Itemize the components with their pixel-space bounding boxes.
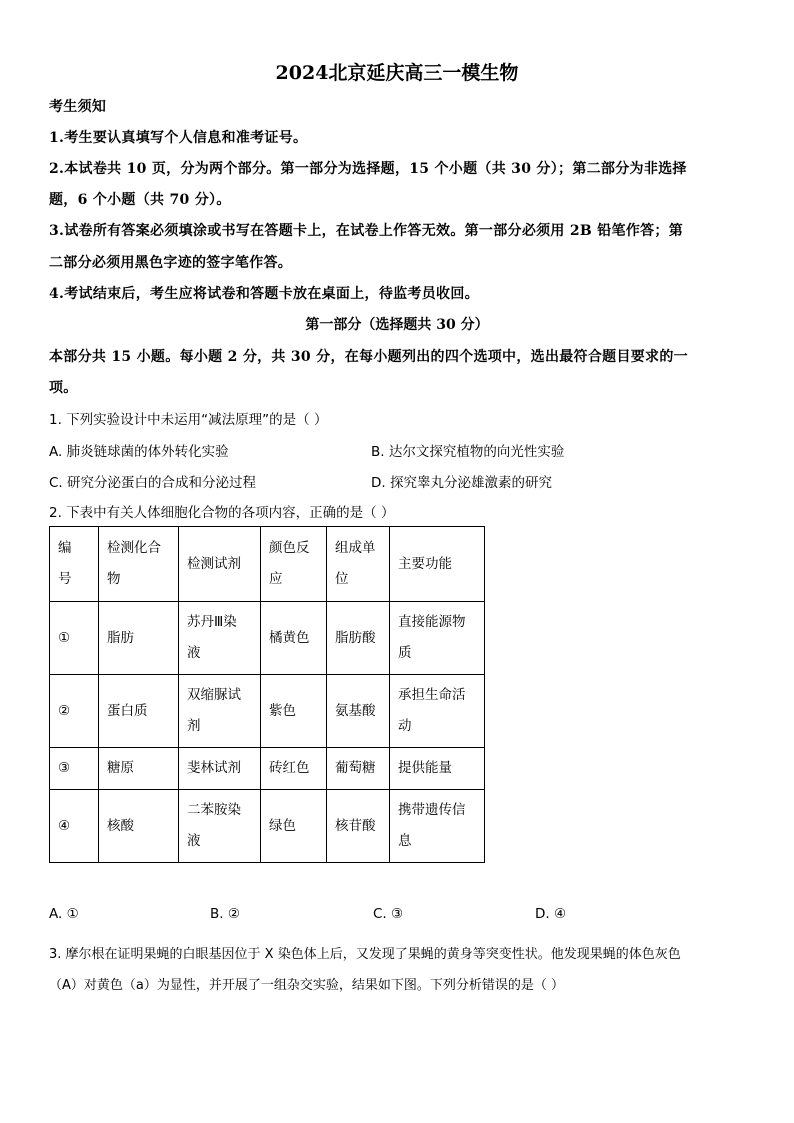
notice-item: 3.试卷所有答案必须填涂或书写在答题卡上，在试卷上作答无效。第一部分必须用 2B 铅笔作答；第 — [49, 223, 684, 239]
table-cell: 二苯胺染 液 — [179, 790, 261, 863]
q1-option-b: B. 达尔文探究植物的向光性实验 — [371, 444, 565, 460]
notice-item: 4.考试结束后，考生应将试卷和答题卡放在桌面上，待监考员收回。 — [49, 286, 479, 302]
section-instructions: 本部分共 15 小题。每小题 2 分，共 30 分，在每小题列出的四个选项中，选出最符合题目要求的一 — [49, 349, 688, 365]
question-3-stem-cont: （A）对黄色（a）为显性，并开展了一组杂交实验，结果如下图。下列分析错误的是（ ） — [49, 978, 564, 993]
table-row — [50, 748, 485, 790]
question-2-stem: 2. 下表中有关人体细胞化合物的各项内容，正确的是（ ） — [49, 505, 395, 521]
table-header-cell: 检测试剂 — [179, 527, 261, 602]
notice-item: 题，6 个小题（共 70 分）。 — [49, 192, 231, 208]
table-cell: 氨基酸 — [327, 675, 390, 748]
table-header-cell: 颜色反 应 — [261, 527, 327, 602]
table-row — [50, 675, 485, 748]
notice-item: 2.本试卷共 10 页，分为两个部分。第一部分为选择题，15 个小题（共 30 分）；第二部分为非选择 — [49, 161, 687, 177]
table-header-cell: 编 号 — [50, 527, 99, 602]
table-cell: ④ — [50, 790, 99, 863]
page-title: 2024北京延庆高三一模生物 — [275, 62, 519, 84]
q1-option-a: A. 肺炎链球菌的体外转化实验 — [49, 444, 229, 460]
table-cell: 脂肪 — [99, 602, 179, 675]
question-3-stem: 3. 摩尔根在证明果蝇的白眼基因位于 X 染色体上后，又发现了果蝇的黄身等突变性状。他发现果蝇的体色灰色 — [49, 947, 681, 962]
table-header-cell: 主要功能 — [390, 527, 485, 602]
table-cell: ② — [50, 675, 99, 748]
section-title: 第一部分（选择题共 30 分） — [305, 317, 489, 333]
table-cell: 承担生命活 动 — [390, 675, 485, 748]
table-cell: 携带遗传信 息 — [390, 790, 485, 863]
table-cell: 绿色 — [261, 790, 327, 863]
notice-heading: 考生须知 — [49, 99, 107, 115]
table-cell: 斐林试剂 — [179, 748, 261, 790]
q1-option-d: D. 探究睾丸分泌雄激素的研究 — [371, 475, 552, 491]
table-cell: 蛋白质 — [99, 675, 179, 748]
table-cell: 提供能量 — [390, 748, 485, 790]
table-cell: 橘黄色 — [261, 602, 327, 675]
table-cell: ① — [50, 602, 99, 675]
table-cell: 脂肪酸 — [327, 602, 390, 675]
table-cell: ③ — [50, 748, 99, 790]
notice-item: 二部分必须用黑色字迹的签字笔作答。 — [49, 255, 293, 271]
compound-table — [49, 526, 485, 863]
table-cell: 葡萄糖 — [327, 748, 390, 790]
q2-option-d: D. ④ — [535, 906, 567, 922]
q2-option-b: B. ② — [210, 906, 240, 922]
q1-option-c: C. 研究分泌蛋白的合成和分泌过程 — [49, 475, 257, 491]
q2-option-a: A. ① — [49, 906, 79, 922]
question-1-stem: 1. 下列实验设计中未运用“减法原理”的是（ ） — [49, 412, 328, 428]
table-cell: 糖原 — [99, 748, 179, 790]
table-cell: 双缩脲试 剂 — [179, 675, 261, 748]
table-header-cell: 组成单 位 — [327, 527, 390, 602]
table-cell: 核苷酸 — [327, 790, 390, 863]
table-cell: 核酸 — [99, 790, 179, 863]
table-header-row — [50, 527, 485, 602]
notice-item: 1.考生要认真填写个人信息和准考证号。 — [49, 130, 308, 146]
table-cell: 直接能源物 质 — [390, 602, 485, 675]
table-row — [50, 790, 485, 863]
table-cell: 苏丹Ⅲ染 液 — [179, 602, 261, 675]
table-header-cell: 检测化合 物 — [99, 527, 179, 602]
table-row — [50, 602, 485, 675]
table-cell: 紫色 — [261, 675, 327, 748]
table-cell: 砖红色 — [261, 748, 327, 790]
q2-option-c: C. ③ — [373, 906, 404, 922]
section-instructions-cont: 项。 — [49, 380, 78, 396]
